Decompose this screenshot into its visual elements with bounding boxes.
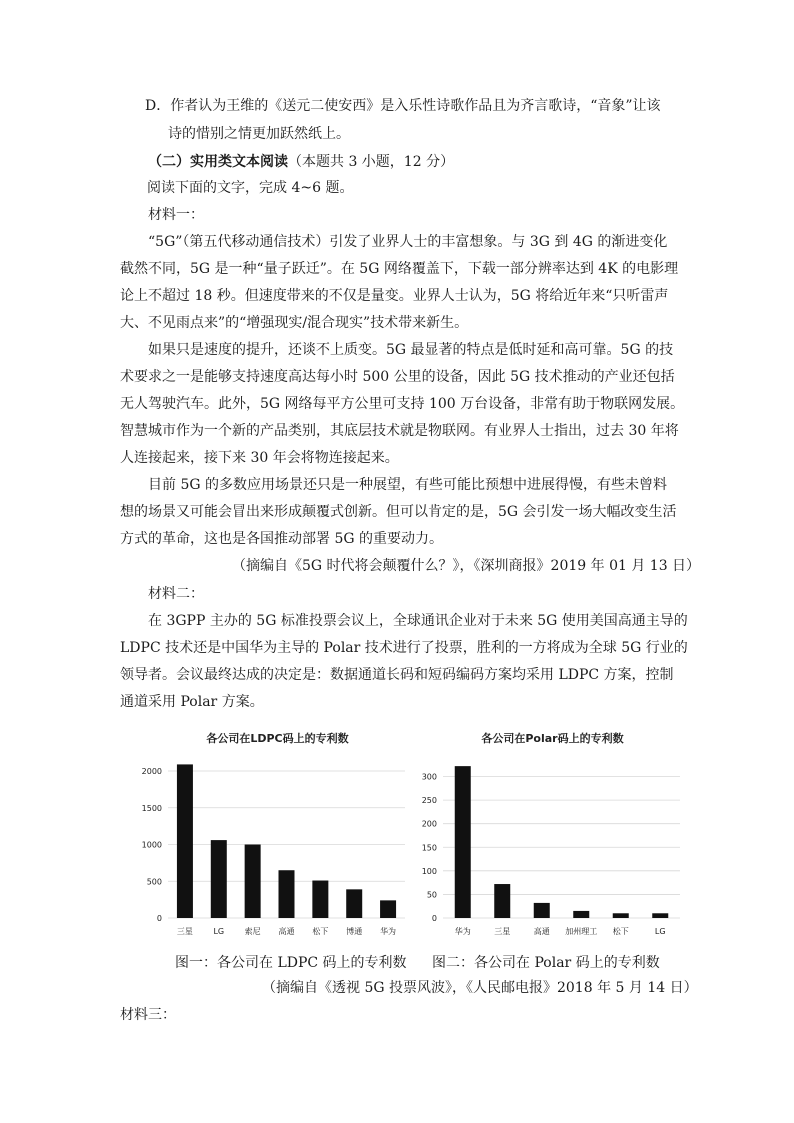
bar	[652, 913, 668, 918]
bar	[455, 766, 471, 918]
y-tick-label: 300	[421, 772, 437, 782]
polar-patent-chart	[415, 722, 690, 944]
figure1-caption: 图一：各公司在 LDPC 码上的专利数	[175, 955, 407, 971]
x-tick-label: 三星	[494, 927, 511, 936]
bar	[494, 884, 510, 918]
material1-line: 智慧城市作为一个新的产品类别，其底层技术就是物联网。有业界人士指出，过去 30 年将	[120, 423, 679, 439]
section-instruction: 阅读下面的文字，完成 4~6 题。	[147, 180, 354, 196]
bar	[312, 881, 328, 918]
chart-title: 各公司在Polar码上的专利数	[481, 732, 624, 745]
option-d-line1: D．作者认为王维的《送元二使安西》是入乐性诗歌作品且为齐言歌诗，“音象”让该	[145, 98, 661, 114]
x-tick-label: 高通	[533, 927, 550, 936]
y-tick-label: 250	[421, 796, 437, 806]
y-tick-label: 200	[421, 819, 437, 829]
section-title: （二）实用类文本阅读	[148, 154, 288, 170]
material1-line: 人连接起来，接下来 30 年会将物连接起来。	[120, 450, 399, 466]
y-tick-label: 500	[146, 877, 162, 887]
x-tick-label: LG	[213, 927, 225, 936]
material1-label: 材料一：	[148, 207, 204, 223]
y-tick-label: 1000	[141, 840, 162, 850]
y-tick-label: 150	[421, 843, 437, 853]
section-heading	[148, 152, 454, 172]
bar	[346, 889, 362, 918]
material3-label: 材料三：	[120, 1007, 176, 1023]
y-tick-label: 1500	[141, 803, 162, 813]
material1-line: 无人驾驶汽车。此外，5G 网络每平方公里可支持 100 万台设备，非常有助于物联网发展。	[120, 396, 685, 412]
material1-line: 截然不同，5G 是一种“量子跃迁”。在 5G 网络覆盖下，下载一部分辨率达到 4K 的电影理	[120, 261, 679, 277]
material1-line: 目前 5G 的多数应用场景还只是一种展望，有些可能比预想中进展得慢，有些未曾料	[148, 477, 667, 493]
material1-source: （摘编自《5G 时代将会颠覆什么？》，《深圳商报》2019 年 01 月 13 日）	[232, 558, 701, 574]
x-tick-label: LG	[654, 927, 666, 936]
material2-line: 在 3GPP 主办的 5G 标准投票会议上，全球通讯企业对于未来 5G 使用美国高通主导的	[148, 613, 688, 629]
material1-line: 方式的革命，这也是各国推动部署 5G 的重要动力。	[120, 531, 443, 547]
material2-line: 领导者。会议最终达成的决定是：数据通道长码和短码编码方案均采用 LDPC 方案，控制	[120, 667, 674, 683]
option-d-line2: 诗的惜别之情更加跃然纸上。	[168, 126, 350, 142]
x-tick-label: 三星	[176, 927, 193, 936]
material1-line: 术要求之一是能够支持速度高达每小时 500 公里的设备，因此 5G 技术推动的产业还包括	[120, 369, 675, 385]
y-tick-label: 50	[426, 890, 437, 900]
bar	[573, 911, 589, 918]
ldpc-patent-chart	[140, 722, 415, 944]
x-tick-label: 高通	[278, 927, 295, 936]
bar	[613, 913, 629, 918]
x-tick-label: 博通	[346, 927, 363, 936]
bar	[245, 845, 261, 918]
material1-line: 如果只是速度的提升，还谈不上质变。5G 最显著的特点是低时延和高可靠。5G 的技	[148, 342, 674, 358]
x-tick-label: 松下	[612, 927, 629, 936]
material2-line: LDPC 技术还是中国华为主导的 Polar 技术进行了投票，胜利的一方将成为全球 5G 行业的	[120, 640, 688, 656]
material2-line: 通道采用 Polar 方案。	[120, 694, 264, 710]
material1-line: 大、不见雨点来”的“增强现实/混合现实”技术带来新生。	[120, 315, 469, 331]
material1-line: 想的场景又可能会冒出来形成颠覆式创新。但可以肯定的是，5G 会引发一场大幅改变生活	[120, 504, 677, 520]
material1-line: “5G”（第五代移动通信技术）引发了业界人士的丰富想象。与 3G 到 4G 的渐进变化	[148, 234, 668, 250]
chart-title: 各公司在LDPC码上的专利数	[206, 732, 349, 745]
bar	[279, 870, 295, 918]
x-tick-label: 索尼	[244, 927, 261, 936]
x-tick-label: 华为	[380, 927, 397, 936]
x-tick-label: 加州理工	[565, 927, 598, 936]
x-tick-label: 华为	[454, 927, 471, 936]
y-tick-label: 2000	[141, 767, 162, 777]
material2-source: （摘编自《透视 5G 投票风波》，《人民邮电报》2018 年 5 月 14 日）	[262, 980, 698, 996]
bar	[211, 840, 227, 918]
y-tick-label: 0	[156, 914, 162, 923]
bar	[177, 764, 193, 918]
material1-line: 论上不超过 18 秒。但速度带来的不仅是量变。业界人士认为，5G 将给近年来“只听雷声	[120, 288, 669, 304]
figure2-caption: 图二：各公司在 Polar 码上的专利数	[432, 955, 660, 971]
y-tick-label: 0	[431, 914, 437, 923]
material2-label: 材料二：	[148, 586, 204, 602]
y-tick-label: 100	[421, 866, 437, 876]
x-tick-label: 松下	[312, 927, 329, 936]
section-note: （本题共 3 小题，12 分）	[288, 154, 455, 170]
bar	[534, 903, 550, 918]
bar	[380, 900, 396, 918]
